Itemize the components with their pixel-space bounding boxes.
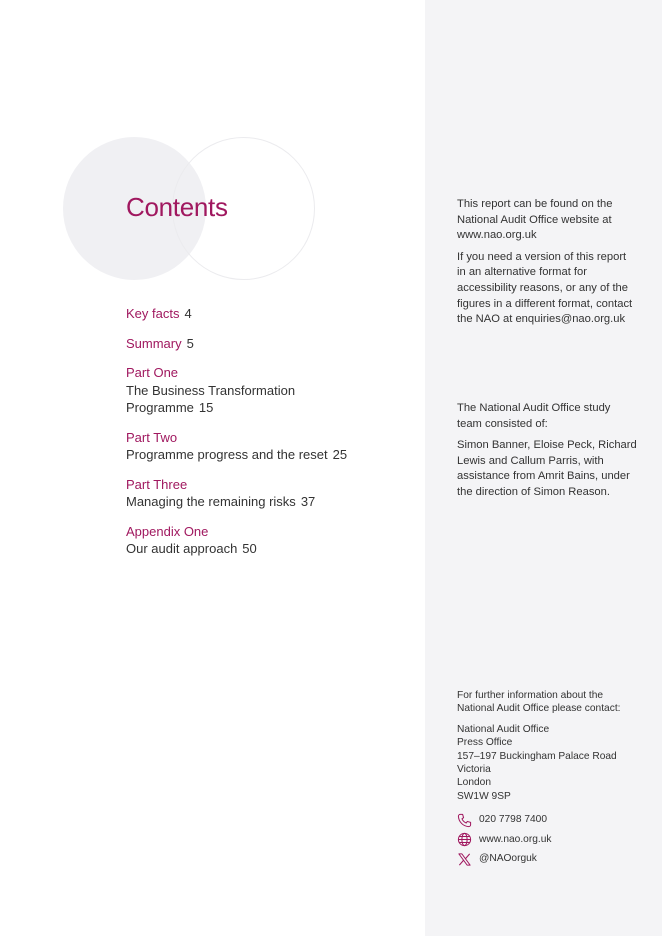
toc-entry-part-two[interactable]	[126, 429, 416, 464]
address-line: Victoria	[457, 764, 491, 776]
toc-page-number: 25	[332, 447, 348, 462]
toc-section-title[interactable]: Managing the remaining risks	[126, 494, 296, 509]
address-line: 157–197 Buckingham Palace Road	[457, 750, 617, 762]
toc-entry-summary[interactable]	[126, 335, 416, 353]
toc-section-title[interactable]: Programme progress and the reset	[126, 447, 328, 462]
postal-address	[457, 723, 642, 803]
report-info	[457, 197, 637, 334]
toc-entry-appendix-one[interactable]	[126, 523, 416, 558]
social-handle[interactable]: @NAOorguk	[479, 853, 537, 865]
address-line: Press Office	[457, 737, 513, 749]
toc-part-label[interactable]: Part Two	[126, 429, 178, 445]
team-members-text: Simon Banner, Eloise Peck, Richard Lewis and Callum Parris, with assistance from Amrit Bains, under the direction of Simon Reason.	[457, 439, 637, 498]
globe-icon	[457, 832, 472, 847]
phone-icon	[457, 813, 472, 828]
page-title: Contents	[126, 192, 228, 222]
toc-page-number: 37	[300, 494, 316, 509]
alt-format-text: If you need a version of this report in an alternative format for accessibility reasons, or any of the figures in a different format, contact the NAO at enquiries@nao.org.uk	[457, 250, 633, 326]
study-team	[457, 401, 637, 507]
x-logo-icon	[457, 852, 472, 867]
report-location-text: This report can be found on the National Audit Office website at www.nao.org.uk	[457, 198, 613, 242]
toc-entry-part-one[interactable]	[126, 364, 416, 417]
toc-part-label[interactable]: Part Three	[126, 476, 188, 492]
toc-part-label[interactable]: Key facts	[126, 306, 180, 321]
toc-entry-part-three[interactable]	[126, 476, 416, 511]
toc-section-title[interactable]: Our audit approach	[126, 541, 238, 556]
address-line: SW1W 9SP	[457, 790, 511, 802]
contact-info	[457, 689, 642, 869]
contact-intro-text: For further information about the National Audit Office please contact:	[457, 690, 621, 715]
phone-number[interactable]: 020 7798 7400	[479, 814, 547, 826]
address-line: National Audit Office	[457, 723, 550, 735]
address-line: London	[457, 777, 491, 789]
toc-page-number: 4	[184, 306, 192, 321]
toc-entry-key-facts[interactable]	[126, 305, 416, 323]
toc-page-number: 15	[198, 400, 214, 415]
website-link[interactable]: www.nao.org.uk	[479, 833, 552, 845]
toc-section-title[interactable]: The Business Transformation Programme	[126, 382, 296, 415]
website-row[interactable]	[457, 830, 642, 850]
table-of-contents	[126, 305, 416, 570]
social-row[interactable]	[457, 849, 642, 869]
toc-page-number: 5	[186, 335, 194, 351]
team-intro-text: The National Audit Office study team consisted of:	[457, 402, 611, 430]
toc-part-label[interactable]: Part One	[126, 365, 179, 380]
toc-part-label[interactable]: Appendix One	[126, 523, 209, 539]
toc-page-number: 50	[242, 541, 257, 556]
toc-part-label[interactable]: Summary	[126, 335, 182, 351]
phone-row[interactable]	[457, 810, 642, 830]
